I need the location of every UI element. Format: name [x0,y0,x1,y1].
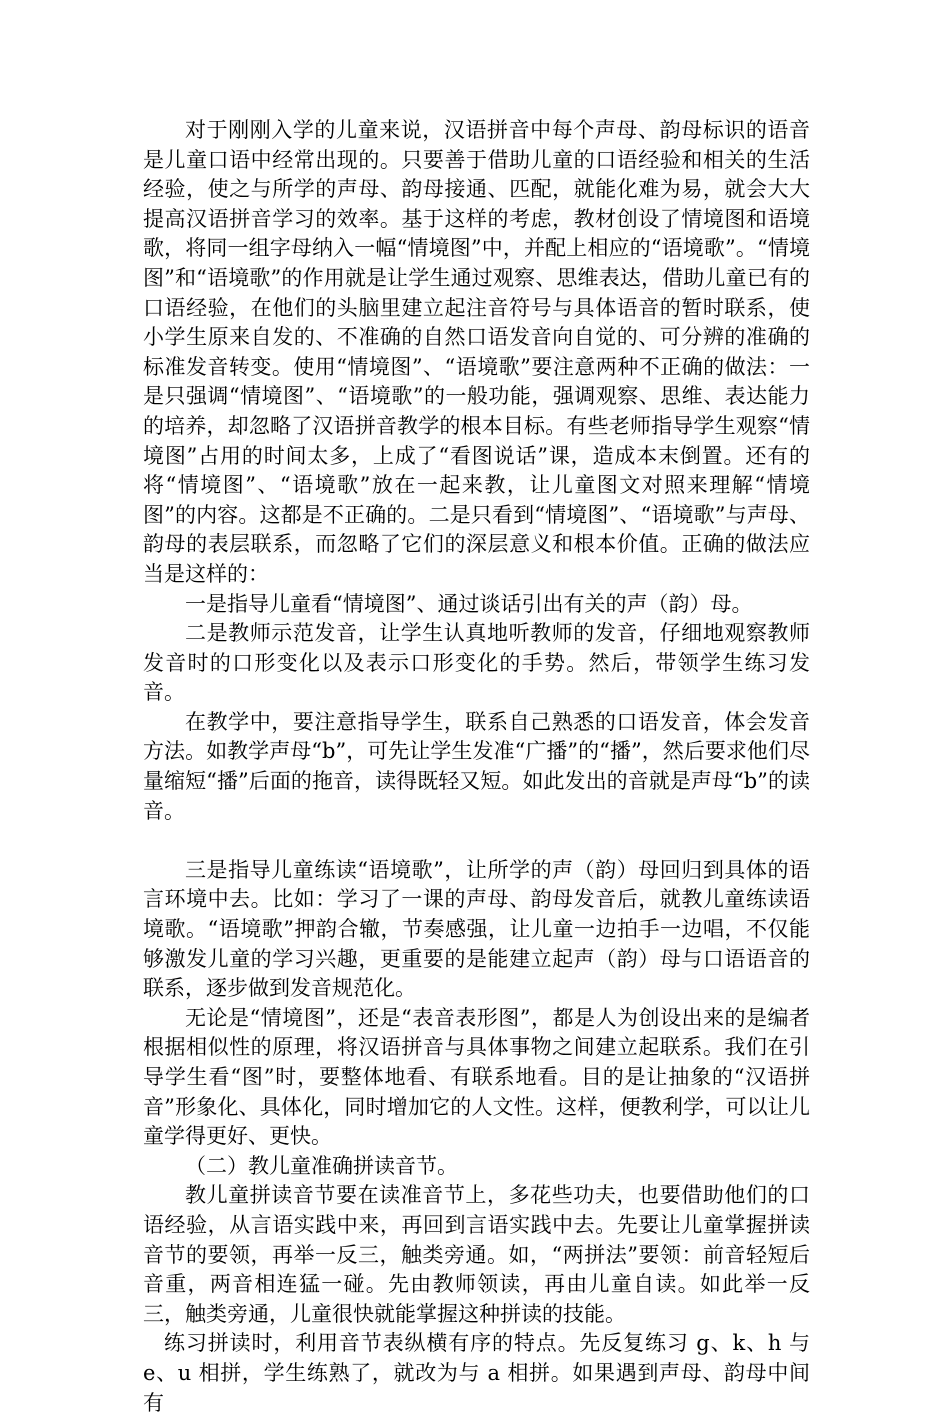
paragraph-pronunciation-example: 在教学中，要注意指导学生，联系自己熟悉的口语发音，体会发音方法。如教学声母“b”，可先让学生发准“广播”的“播”，然后要求他们尽量缩短“播”后面的拖音，读得既轻又短。如此发出的音就是声母“b”的读音。 [143,709,810,823]
paragraph-context-images: 对于刚刚入学的儿童来说，汉语拼音中每个声母、韵母标识的语音是儿童口语中经常出现的。只要善于借助儿童的口语经验和相关的生活经验，使之与所学的声母、韵母接通、匹配，就能化难为易，就会大大提高汉语拼音学习的效率。基于这样的考虑，教材创设了情境图和语境歌，将同一组字母纳入一幅“情境图”中，并配上相应的“语境歌”。“情境图”和“语境歌”的作用就是让学生通过观察、思维表达，借助儿童已有的口语经验，在他们的头脑里建立起注音符号与具体语音的暂时联系，使小学生原来自发的、不准确的自然口语发音向自觉的、可分辨的准确的标准发音转变。使用“情境图”、“语境歌”要注意两种不正确的做法：一是只强调“情境图”、“语境歌”的一般功能，强调观察、思维、表达能力的培养，却忽略了汉语拼音教学的根本目标。有些老师指导学生观察“情境图”占用的时间太多，上成了“看图说话”课，造成本末倒置。还有的将“情境图”、“语境歌”放在一起来教，让儿童图文对照来理解“情境图”的内容。这都是不正确的。二是只看到“情境图”、“语境歌”与声母、韵母的表层联系，而忽略了它们的深层意义和根本价值。正确的做法应当是这样的： [143,118,810,586]
paragraph-practice: 练习拼读时，利用音节表纵横有序的特点。先反复练习 g、k、h 与 e、u 相拼，学生练熟了，就改为与 a 相拼。如果遇到声母、韵母中间有 [143,1331,810,1415]
paragraph-pictures-summary: 无论是“情境图”，还是“表音表形图”，都是人为创设出来的是编者根据相似性的原理，将汉语拼音与具体事物之间建立起联系。我们在引导学生看“图”时，要整体地看、有联系地看。目的是让抽象的“汉语拼音”形象化、具体化，同时增加它的人文性。这样，便教利学，可以让儿童学得更好、更快。 [143,1005,810,1149]
paragraph-step-two: 二是教师示范发音，让学生认真地听教师的发音，仔细地观察教师发音时的口形变化以及表示口形变化的手势。然后，带领学生练习发音。 [143,621,810,705]
document-body [143,116,810,1418]
paragraph-syllable-reading: 教儿童拼读音节要在读准音节上，多花些功夫，也要借助他们的口语经验，从言语实践中来，再回到言语实践中去。先要让儿童掌握拼读音节的要领，再举一反三，触类旁通。如，“两拼法”要领：前音轻短后音重，两音相连猛一碰。先由教师领读，再由儿童自读。如此举一反三，触类旁通，儿童很快就能掌握这种拼读的技能。 [143,1183,810,1326]
paragraph-step-three: 三是指导儿童练读“语境歌”，让所学的声（韵）母回归到具体的语言环境中去。比如：学习了一课的声母、韵母发音后，就教儿童练读语境歌。“语境歌”押韵合辙，节奏感强，让儿童一边拍手一边唱，不仅能够激发儿童的学习兴趣，更重要的是能建立起声（韵）母与口语语音的联系，逐步做到发音规范化。 [143,857,810,1001]
section-heading-syllables: （二）教儿童准确拼读音节。 [185,1153,458,1178]
paragraph-step-one: 一是指导儿童看“情境图”、通过谈话引出有关的声（韵）母。 [185,591,753,616]
blank-line [143,826,810,856]
